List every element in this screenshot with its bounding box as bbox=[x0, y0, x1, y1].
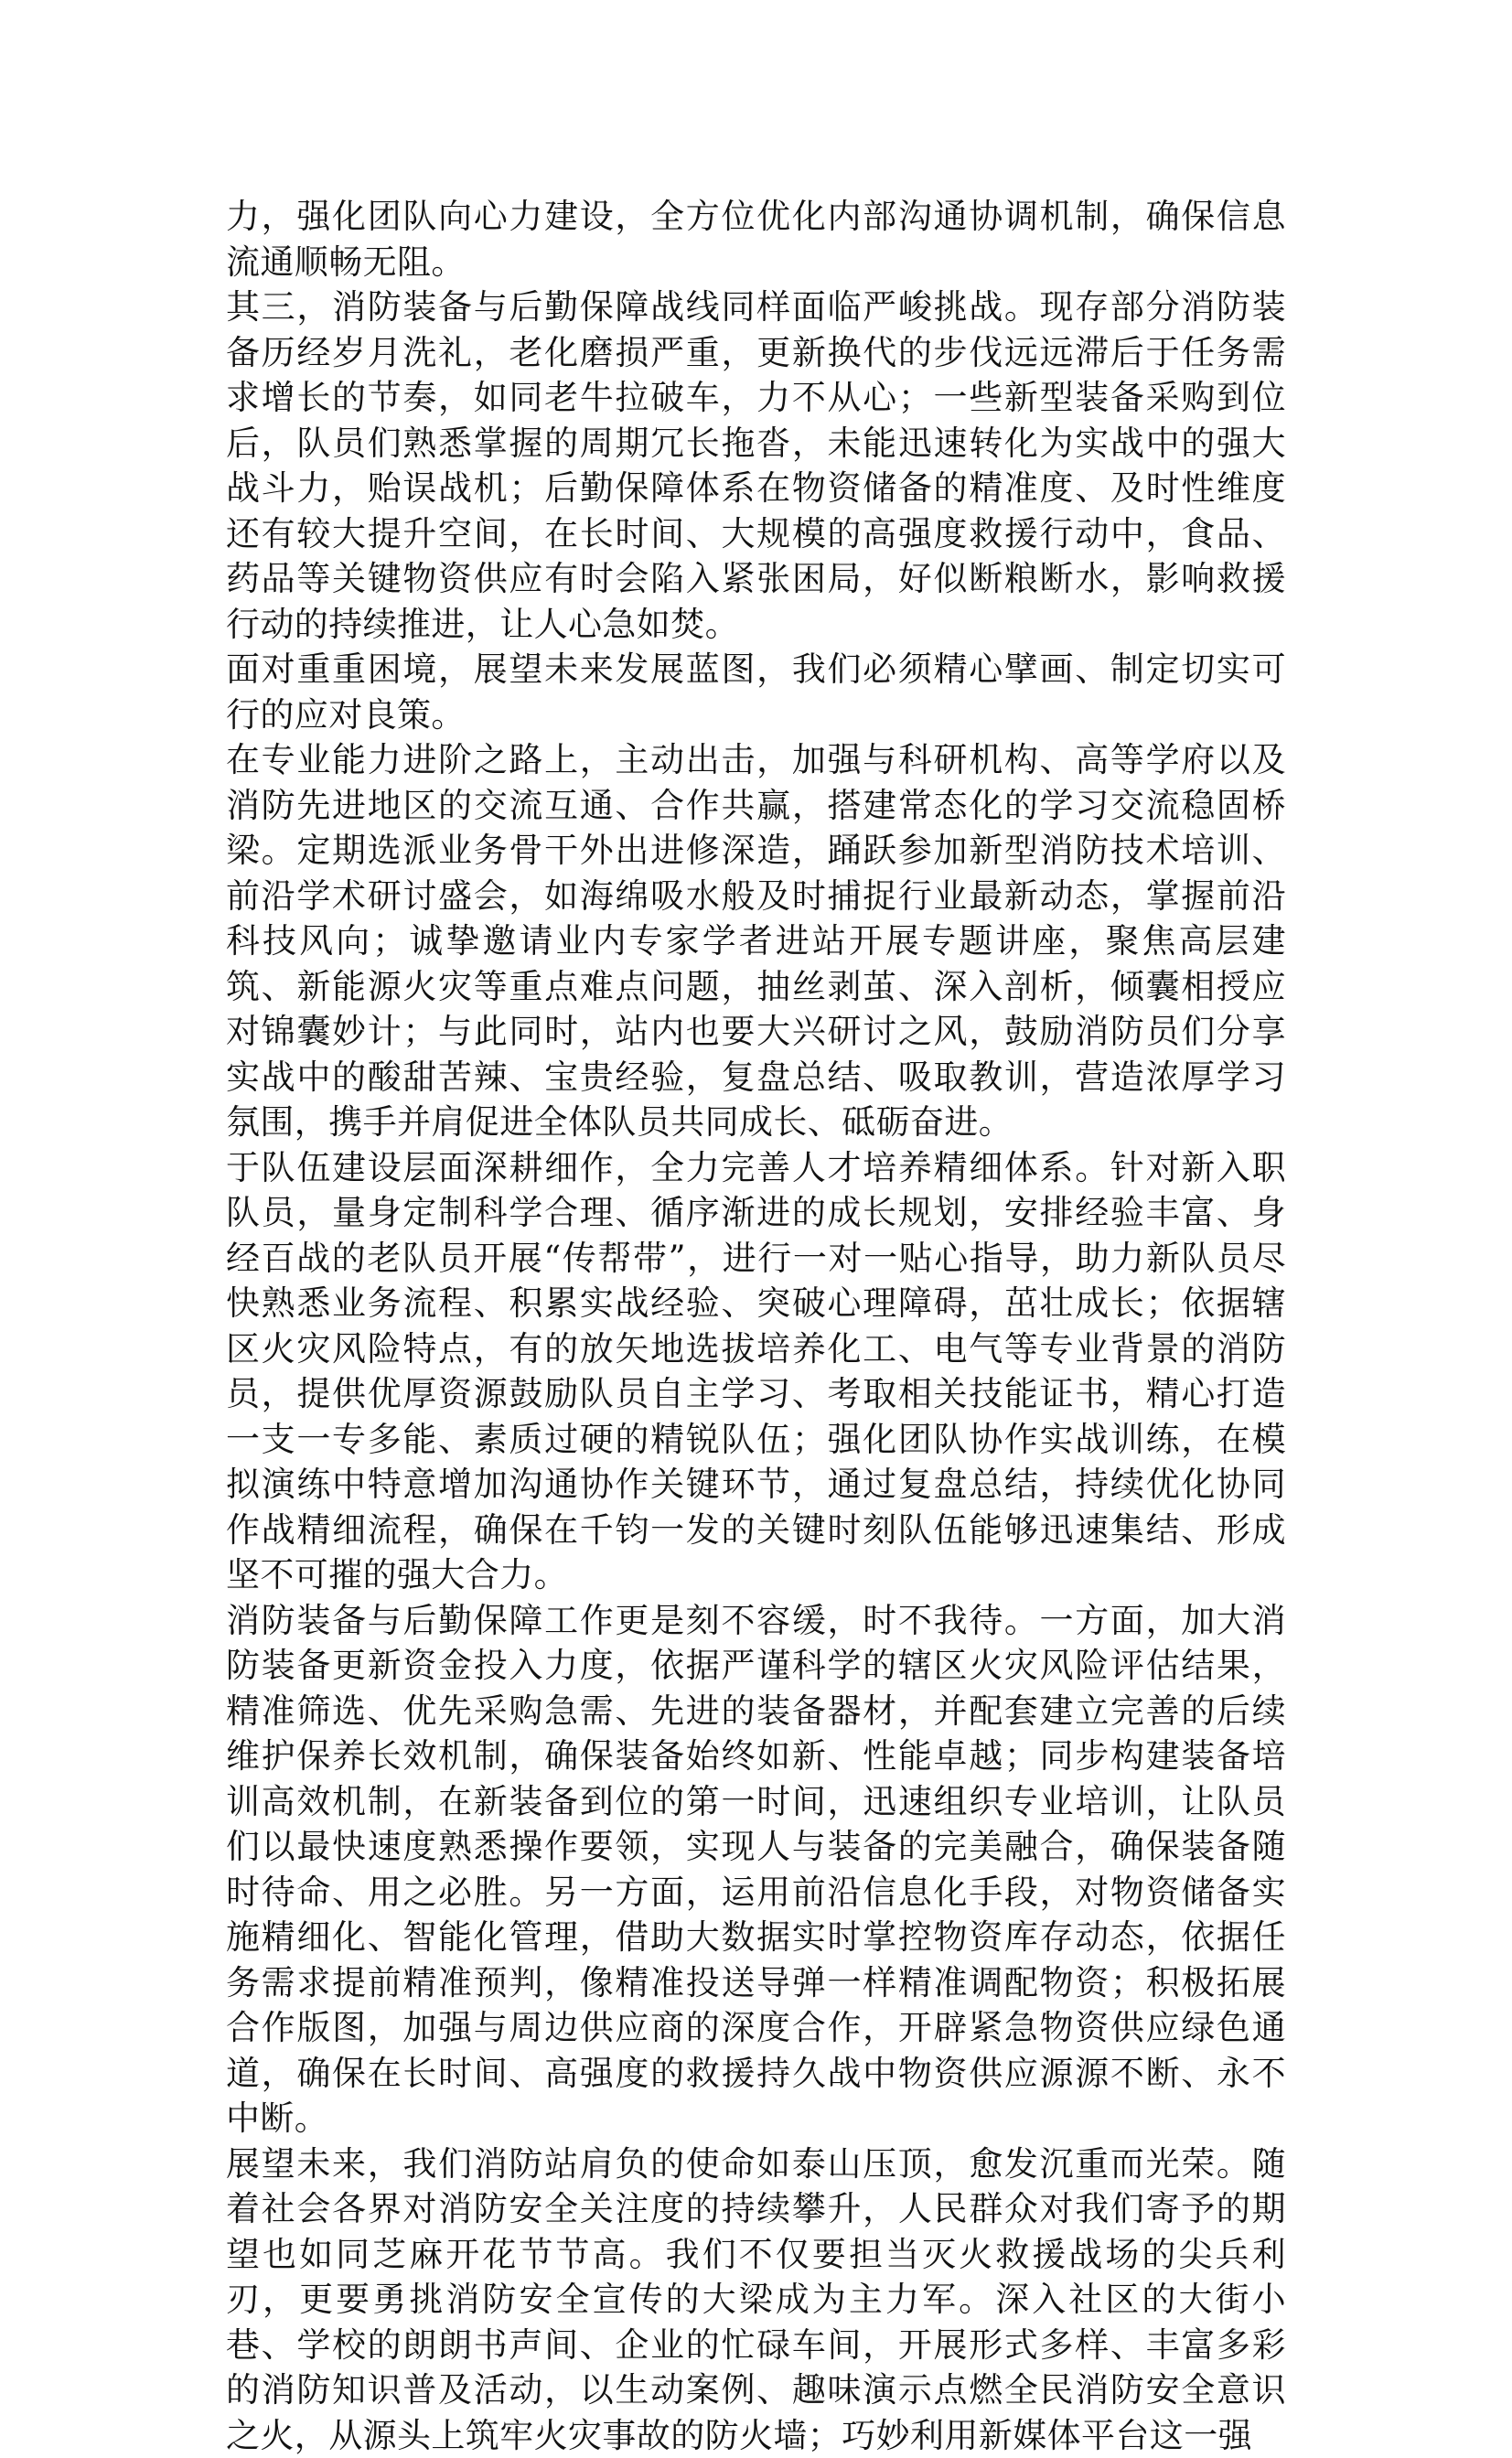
paragraph-6: 消防装备与后勤保障工作更是刻不容缓，时不我待。一方面，加大消防装备更新资金投入力度，依据严谨科学的辖区火灾风险评估结果，精准筛选、优先采购急需、先进的装备器材，并配套建立完善的后续维护保养长效机制，确保装备始终如新、性能卓越；同步构建装备培训高效机制，在新装备到位的第一时间，迅速组织专业培训，让队员们以最快速度熟悉操作要领，实现人与装备的完美融合，确保装备随时待命、用之必胜。另一方面，运用前沿信息化手段，对物资储备实施精细化、智能化管理，借助大数据实时掌控物资库存动态，依据任务需求提前精准预判，像精准投送导弹一样精准调配物资；积极拓展合作版图，加强与周边供应商的深度合作，开辟紧急物资供应绿色通道，确保在长时间、高强度的救援持久战中物资供应源源不断、永不中断。 bbox=[226, 1598, 1286, 2141]
paragraph-1: 力，强化团队向心力建设，全方位优化内部沟通协调机制，确保信息流通顺畅无阻。 bbox=[226, 194, 1286, 284]
document-body bbox=[226, 194, 1286, 2458]
paragraph-7: 展望未来，我们消防站肩负的使命如泰山压顶，愈发沉重而光荣。随着社会各界对消防安全关注度的持续攀升，人民群众对我们寄予的期望也如同芝麻开花节节高。我们不仅要担当灭火救援战场的尖兵利刃，更要勇挑消防安全宣传的大梁成为主力军。深入社区的大街小巷、学校的朗朗书声间、企业的忙碌车间，开展形式多样、丰富多彩的消防知识普及活动，以生动案例、趣味演示点燃全民消防安全意识之火，从源头上筑牢火灾事故的防火墙；巧妙利用新媒体平台这一强 bbox=[226, 2141, 1286, 2458]
paragraph-4: 在专业能力进阶之路上，主动出击，加强与科研机构、高等学府以及消防先进地区的交流互通、合作共赢，搭建常态化的学习交流稳固桥梁。定期选派业务骨干外出进修深造，踊跃参加新型消防技术培训、前沿学术研讨盛会，如海绵吸水般及时捕捉行业最新动态，掌握前沿科技风向；诚挚邀请业内专家学者进站开展专题讲座，聚焦高层建筑、新能源火灾等重点难点问题，抽丝剥茧、深入剖析，倾囊相授应对锦囊妙计；与此同时，站内也要大兴研讨之风，鼓励消防员们分享实战中的酸甜苦辣、宝贵经验，复盘总结、吸取教训，营造浓厚学习氛围，携手并肩促进全体队员共同成长、砥砺奋进。 bbox=[226, 737, 1286, 1145]
paragraph-3: 面对重重困境，展望未来发展蓝图，我们必须精心擘画、制定切实可行的应对良策。 bbox=[226, 647, 1286, 737]
paragraph-2: 其三，消防装备与后勤保障战线同样面临严峻挑战。现存部分消防装备历经岁月洗礼，老化磨损严重，更新换代的步伐远远滞后于任务需求增长的节奏，如同老牛拉破车，力不从心；一些新型装备采购到位后，队员们熟悉掌握的周期冗长拖沓，未能迅速转化为实战中的强大战斗力，贻误战机；后勤保障体系在物资储备的精准度、及时性维度还有较大提升空间，在长时间、大规模的高强度救援行动中，食品、药品等关键物资供应有时会陷入紧张困局，好似断粮断水，影响救援行动的持续推进，让人心急如焚。 bbox=[226, 284, 1286, 647]
paragraph-5: 于队伍建设层面深耕细作，全力完善人才培养精细体系。针对新入职队员，量身定制科学合理、循序渐进的成长规划，安排经验丰富、身经百战的老队员开展“传帮带”，进行一对一贴心指导，助力新队员尽快熟悉业务流程、积累实战经验、突破心理障碍，茁壮成长；依据辖区火灾风险特点，有的放矢地选拔培养化工、电气等专业背景的消防员，提供优厚资源鼓励队员自主学习、考取相关技能证书，精心打造一支一专多能、素质过硬的精锐队伍；强化团队协作实战训练，在模拟演练中特意增加沟通协作关键环节，通过复盘总结，持续优化协同作战精细流程，确保在千钧一发的关键时刻队伍能够迅速集结、形成坚不可摧的强大合力。 bbox=[226, 1145, 1286, 1598]
